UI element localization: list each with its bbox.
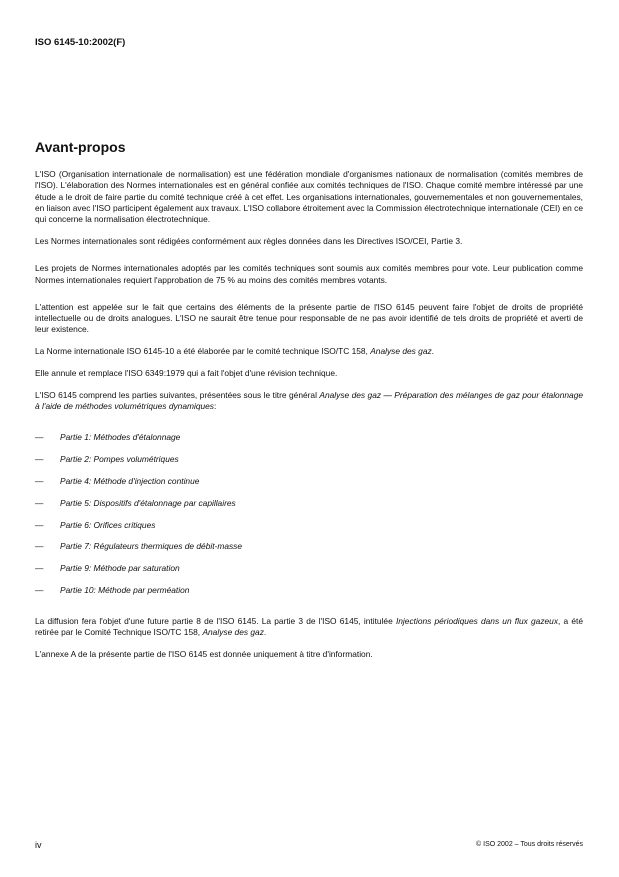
list-item <box>35 520 583 542</box>
dash: — <box>35 563 44 574</box>
dash: — <box>35 432 44 443</box>
italic-text: Analyse des gaz <box>202 627 264 638</box>
list-item <box>35 563 583 585</box>
part-label: Partie 10: Méthode par perméation <box>60 585 190 596</box>
part-label: Partie 1: Méthodes d'étalonnage <box>60 432 181 443</box>
dash: — <box>35 541 44 552</box>
paragraph-directives: Les Normes internationales sont rédigées conformément aux règles données dans les Directives ISO/CEI, Partie 3. <box>35 235 463 246</box>
text: . <box>263 627 267 638</box>
paragraph-committee <box>35 346 583 357</box>
italic-text: Analyse des gaz — Préparation des mélanges de gaz pour étalonnage à l'aide de méthodes volumétriques dynamiques <box>35 389 584 412</box>
text: , a été retirée par le Comité Technique ISO/TC 158, <box>35 616 583 638</box>
section-title: Avant-propos <box>35 139 126 155</box>
dash: — <box>35 454 44 465</box>
text: : <box>213 401 217 412</box>
text: . <box>431 346 434 357</box>
document-id-header: ISO 6145-10:2002(F) <box>35 37 126 48</box>
page-number: iv <box>35 840 42 850</box>
dash: — <box>35 476 44 487</box>
list-item <box>35 476 583 498</box>
paragraph-replaces: Elle annule et remplace l'ISO 6349:1979 qui a fait l'objet d'une révision technique. <box>35 368 338 379</box>
copyright-notice: © ISO 2002 – Tous droits réservés <box>476 841 583 848</box>
paragraph-parts-intro <box>35 390 583 413</box>
dash: — <box>35 585 44 596</box>
paragraph-annex: L'annexe A de la présente partie de l'ISO 6145 est donnée uniquement à titre d'information. <box>35 649 373 660</box>
list-item <box>35 585 583 601</box>
italic-text: Analyse des gaz <box>370 346 432 357</box>
parts-list <box>35 432 583 601</box>
text: La diffusion fera l'objet d'une future partie 8 de l'ISO 6145. La partie 3 de l'ISO 6145, intitulée <box>35 616 396 627</box>
part-label: Partie 5: Dispositifs d'étalonnage par capillaires <box>60 497 236 508</box>
italic-text: Injections périodiques dans un flux gazeux <box>395 616 559 627</box>
list-item <box>35 432 583 454</box>
dash: — <box>35 519 44 530</box>
paragraph-iso-intro: L'ISO (Organisation internationale de normalisation) est une fédération mondiale d'organismes nationaux de normalisation (comités membres de l'ISO). L'élaboration des Normes internationales est en général confiée aux comités techniques de l'ISO. Chaque comité membre intéressé par une étude a le droit de faire partie du comité technique créé à cet effet. Les organisations internationales, gouvernementales et non gouvernementales, en liaison avec l'ISO participent également aux travaux. L'ISO collabore étroitement avec la Commission électrotechnique internationale (CEI) en ce qui concerne la normalisation électrotechnique. <box>35 169 583 225</box>
paragraph-voting: Les projets de Normes internationales adoptés par les comités techniques sont soumis aux comités membres pour vote. Leur publication comme Normes internationales requiert l'approbation de 75 % au moins des comités membres votants. <box>35 263 583 285</box>
part-label: Partie 6: Orifices critiques <box>60 519 156 530</box>
part-label: Partie 7: Régulateurs thermiques de débit-masse <box>60 541 243 552</box>
list-item <box>35 454 583 476</box>
part-label: Partie 9: Méthode par saturation <box>60 563 180 574</box>
paragraph-future-parts <box>35 616 583 639</box>
paragraph-patents: L'attention est appelée sur le fait que certains des éléments de la présente partie de l'ISO 6145 peuvent faire l'objet de droits de propriété intellectuelle ou de droits analogues. L'ISO ne saurait être tenue pour responsable de ne pas avoir identifié de tels droits de propriété et averti de leur existence. <box>35 301 583 335</box>
list-item <box>35 541 583 563</box>
list-item <box>35 498 583 520</box>
dash: — <box>35 497 44 508</box>
text: L'ISO 6145 comprend les parties suivantes, présentées sous le titre général <box>35 389 320 400</box>
text: La Norme internationale ISO 6145-10 a été élaborée par le comité technique ISO/TC 158, <box>35 346 371 357</box>
part-label: Partie 4: Méthode d'injection continue <box>60 476 200 487</box>
part-label: Partie 2: Pompes volumétriques <box>60 454 179 465</box>
foreword-body <box>35 169 583 671</box>
